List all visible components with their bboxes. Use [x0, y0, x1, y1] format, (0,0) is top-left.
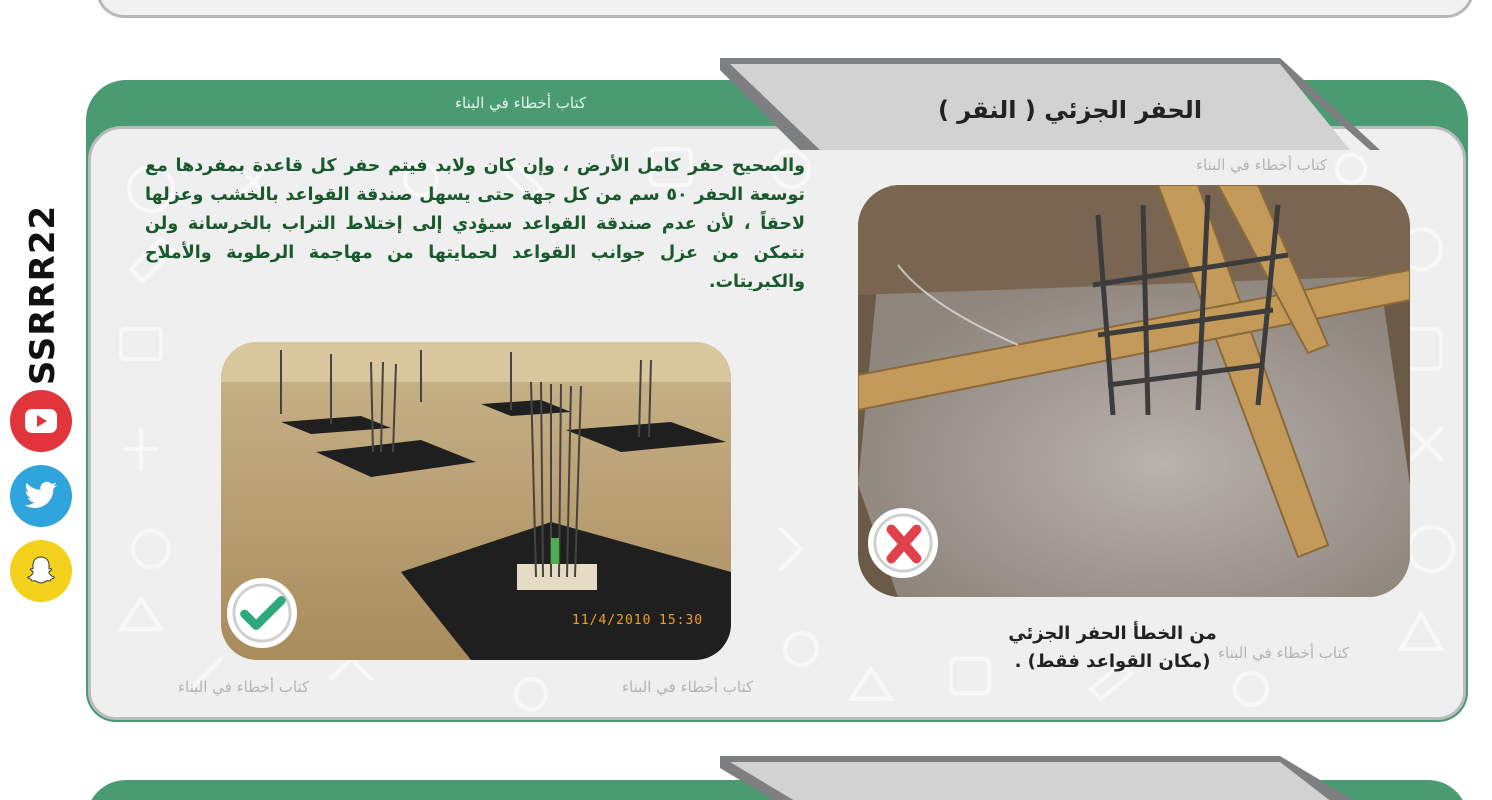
account-handle-text: SSRRR22 [23, 204, 63, 386]
previous-card [96, 0, 1474, 18]
watermark: كتاب أخطاء في البناء [622, 678, 754, 696]
youtube-icon[interactable] [10, 390, 72, 452]
cross-icon [868, 508, 938, 578]
watermark: كتاب أخطاء في البناء [1218, 644, 1350, 662]
photo-time: 15:30 [659, 613, 704, 628]
brand-label: كتاب أخطاء في البناء [455, 94, 587, 112]
watermark: كتاب أخطاء في البناء [178, 678, 310, 696]
next-title-banner [690, 756, 1410, 800]
caption-line-1: من الخطأ الحفر الجزئي [1008, 623, 1217, 644]
caption-line-2: (مكان القواعد فقط) . [1014, 651, 1211, 672]
snapchat-icon[interactable] [10, 540, 72, 602]
correct-footings-photo [221, 342, 731, 660]
twitter-icon[interactable] [10, 465, 72, 527]
explanation-paragraph: والصحيح حفر كامل الأرض ، وإن كان ولابد فيتم حفر كل قاعدة بمفردها مع توسعة الحفر ٥٠ سم من كل جهة حتى يسهل صندقة القواعد بالخشب وعزلها لاحقاً ، لأن عدم صندقة القواعد سيؤدي إلى إختلاط التراب بالخرسانة ولن نتمكن من عزل جوانب القواعد لحمايتها من مهاجمة الرطوبة والأملاح والكبريتات. [145, 156, 805, 292]
section-title: الحفر الجزئي ( النقر ) [937, 96, 1203, 124]
account-handle [8, 205, 78, 385]
photo-date: 11/4/2010 [572, 613, 652, 628]
wrong-partial-excavation-photo [858, 185, 1410, 597]
watermark: كتاب أخطاء في البناء [1196, 156, 1328, 174]
check-icon [227, 578, 297, 648]
